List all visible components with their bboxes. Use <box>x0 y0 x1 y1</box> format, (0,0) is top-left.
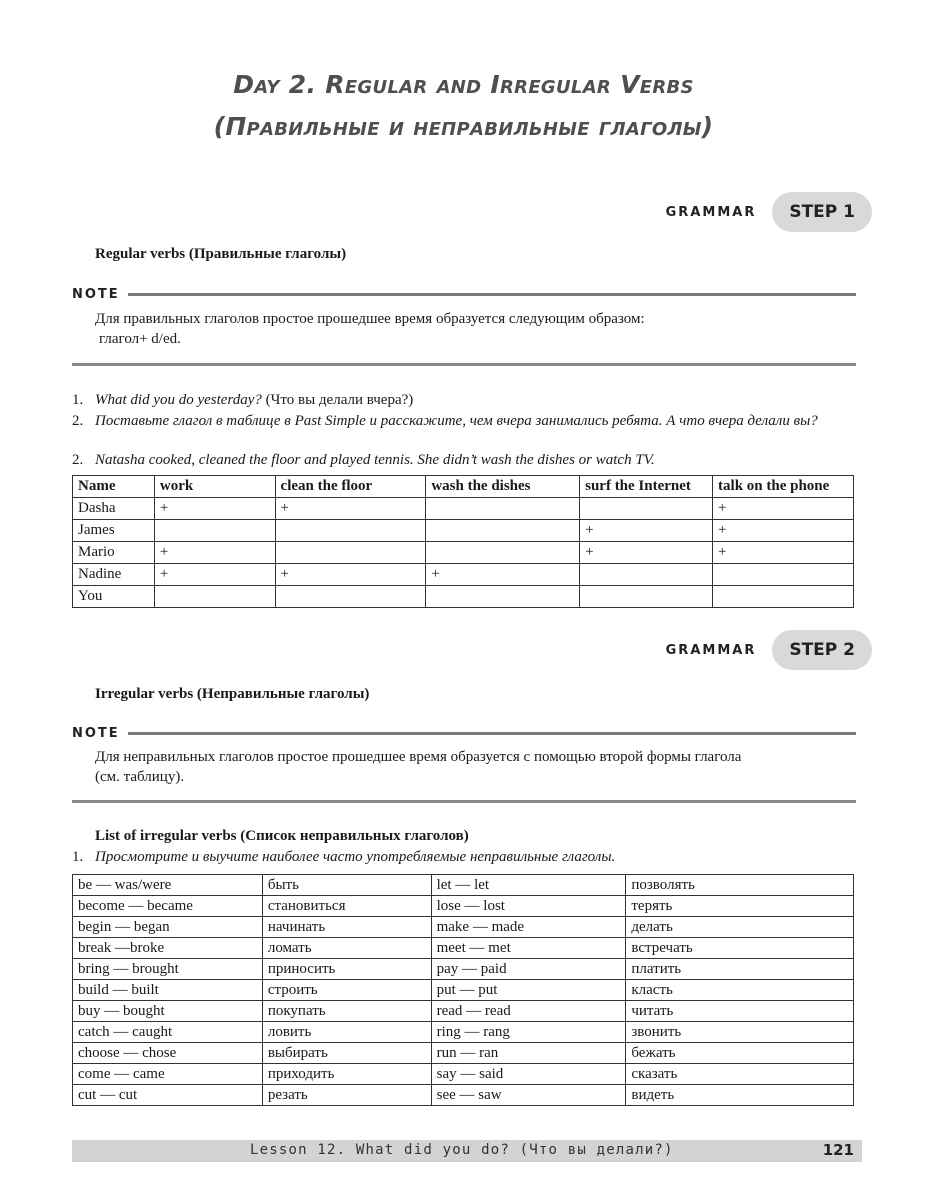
table-row <box>73 875 854 896</box>
table-cell: + <box>426 564 580 586</box>
table-cell <box>580 564 713 586</box>
task-number: 2. <box>72 452 84 468</box>
table-cell: put — put <box>431 980 626 1001</box>
table-cell: сказать <box>626 1064 854 1085</box>
table-cell <box>426 542 580 564</box>
task-number: 1. <box>72 849 84 865</box>
table-cell: choose — chose <box>73 1043 263 1064</box>
table-cell: строить <box>262 980 431 1001</box>
table-cell: make — made <box>431 917 626 938</box>
note-label: NOTE <box>72 286 120 302</box>
table-cell: read — read <box>431 1001 626 1022</box>
table-cell: позволять <box>626 875 854 896</box>
table-cell: run — ran <box>431 1043 626 1064</box>
table-cell: ring — rang <box>431 1022 626 1043</box>
column-header: Name <box>73 476 155 498</box>
table-cell: Mario <box>73 542 155 564</box>
table-cell: звонить <box>626 1022 854 1043</box>
table-cell: резать <box>262 1085 431 1106</box>
task-text <box>95 391 862 410</box>
table-cell: Nadine <box>73 564 155 586</box>
table-cell: + <box>275 498 426 520</box>
table-cell <box>275 542 426 564</box>
table-cell: lose — lost <box>431 896 626 917</box>
table-cell: James <box>73 520 155 542</box>
note-line: Для правильных глаголов простое прошедшее время образуется следующим образом: <box>95 311 645 327</box>
grammar-label: GRAMMAR <box>665 204 757 220</box>
table-row <box>73 1085 854 1106</box>
column-header: wash the dishes <box>426 476 580 498</box>
list-heading: List of irregular verbs (Список неправильных глаголов) <box>95 828 469 844</box>
task-number: 2. <box>72 413 84 429</box>
table-cell: let — let <box>431 875 626 896</box>
task-text: Поставьте глагол в таблице в Past Simple и расскажите, чем вчера занимались ребята. А что вчера делали вы? <box>95 413 818 429</box>
task-number: 1. <box>72 392 84 408</box>
table-cell: come — came <box>73 1064 263 1085</box>
note-header <box>72 725 856 741</box>
grammar-step-2-header <box>666 630 872 670</box>
task-item <box>72 412 862 431</box>
table-cell: build — built <box>73 980 263 1001</box>
table-cell: приносить <box>262 959 431 980</box>
table-cell: + <box>713 520 854 542</box>
table-cell: встречать <box>626 938 854 959</box>
table-row <box>73 1064 854 1085</box>
table-cell: + <box>580 542 713 564</box>
table-cell: catch — caught <box>73 1022 263 1043</box>
table-row <box>73 917 854 938</box>
column-header: surf the Internet <box>580 476 713 498</box>
task-item <box>72 451 862 470</box>
note-text <box>95 747 855 787</box>
table-cell: платить <box>626 959 854 980</box>
irregular-verbs-table <box>72 874 854 1106</box>
task-text: Natasha cooked, cleaned the floor and played tennis. She didn’t wash the dishes or watch TV. <box>95 452 655 468</box>
table-cell <box>154 586 275 608</box>
table-row <box>73 498 854 520</box>
page-number: 121 <box>822 1141 854 1159</box>
table-row <box>73 564 854 586</box>
table-cell: see — saw <box>431 1085 626 1106</box>
table-cell: + <box>154 542 275 564</box>
divider <box>128 732 856 735</box>
table-cell <box>580 498 713 520</box>
table-cell: терять <box>626 896 854 917</box>
divider <box>72 363 856 366</box>
note-label: NOTE <box>72 725 120 741</box>
table-row <box>73 896 854 917</box>
table-cell: бежать <box>626 1043 854 1064</box>
table-cell: buy — bought <box>73 1001 263 1022</box>
page-title: Day 2. Regular and Irregular Verbs <box>233 70 694 99</box>
table-cell <box>275 520 426 542</box>
table-cell <box>275 586 426 608</box>
table-cell: покупать <box>262 1001 431 1022</box>
task-text: Просмотрите и выучите наиболее часто употребляемые неправильные глаголы. <box>95 849 616 865</box>
table-cell: You <box>73 586 155 608</box>
table-cell: be — was/were <box>73 875 263 896</box>
table-cell: + <box>713 542 854 564</box>
section-heading-regular-verbs: Regular verbs (Правильные глаголы) <box>95 246 347 262</box>
grammar-label: GRAMMAR <box>665 642 757 658</box>
column-header: talk on the phone <box>713 476 854 498</box>
note-line: глагол+ d/ed. <box>99 331 181 347</box>
table-cell: + <box>580 520 713 542</box>
table-row <box>73 1043 854 1064</box>
table-row <box>73 520 854 542</box>
table-cell: видеть <box>626 1085 854 1106</box>
table-row <box>73 586 854 608</box>
divider <box>128 293 856 296</box>
note-line: Для неправильных глаголов простое прошедшее время образуется с помощью второй формы глагола <box>95 749 742 765</box>
table-cell <box>426 520 580 542</box>
table-cell: pay — paid <box>431 959 626 980</box>
table-cell: ловить <box>262 1022 431 1043</box>
table-cell <box>426 586 580 608</box>
column-header: clean the floor <box>275 476 426 498</box>
table-cell <box>426 498 580 520</box>
section-heading-irregular-verbs: Irregular verbs (Неправильные глаголы) <box>95 686 370 702</box>
note-text <box>95 309 855 349</box>
table-cell: + <box>154 564 275 586</box>
table-cell: bring — brought <box>73 959 263 980</box>
table-cell: begin — began <box>73 917 263 938</box>
table-cell: делать <box>626 917 854 938</box>
column-header: work <box>154 476 275 498</box>
table-cell: + <box>275 564 426 586</box>
table-cell <box>713 564 854 586</box>
table-cell: начинать <box>262 917 431 938</box>
table-cell <box>580 586 713 608</box>
table-cell <box>154 520 275 542</box>
table-row <box>73 542 854 564</box>
table-cell: выбирать <box>262 1043 431 1064</box>
activities-table <box>72 475 854 608</box>
table-row <box>73 980 854 1001</box>
note-header <box>72 286 856 302</box>
task-text-translation: (Что вы делали вчера?) <box>261 392 414 408</box>
step-badge: STEP 1 <box>772 192 872 232</box>
task-item <box>72 848 862 867</box>
table-cell <box>713 586 854 608</box>
table-cell: читать <box>626 1001 854 1022</box>
table-row <box>73 959 854 980</box>
note-line: (см. таблицу). <box>95 769 185 785</box>
table-cell: становиться <box>262 896 431 917</box>
table-cell: break —broke <box>73 938 263 959</box>
table-cell: cut — cut <box>73 1085 263 1106</box>
table-cell: ломать <box>262 938 431 959</box>
table-row <box>73 938 854 959</box>
divider <box>72 800 856 803</box>
table-row <box>73 1001 854 1022</box>
page-subtitle: (Правильные и неправильные глаголы) <box>213 112 714 141</box>
table-cell: become — became <box>73 896 263 917</box>
table-cell: + <box>154 498 275 520</box>
table-cell: + <box>713 498 854 520</box>
step-badge: STEP 2 <box>772 630 872 670</box>
table-cell: класть <box>626 980 854 1001</box>
task-text-italic: What did you do yesterday? <box>95 392 262 408</box>
table-cell: приходить <box>262 1064 431 1085</box>
table-row <box>73 1022 854 1043</box>
grammar-step-1-header <box>666 192 872 232</box>
footer-lesson-title: Lesson 12. What did you do? (Что вы делали?) <box>250 1142 674 1158</box>
table-header-row <box>73 476 854 498</box>
table-cell: быть <box>262 875 431 896</box>
table-cell: say — said <box>431 1064 626 1085</box>
table-cell: meet — met <box>431 938 626 959</box>
table-cell: Dasha <box>73 498 155 520</box>
task-item <box>72 391 862 410</box>
